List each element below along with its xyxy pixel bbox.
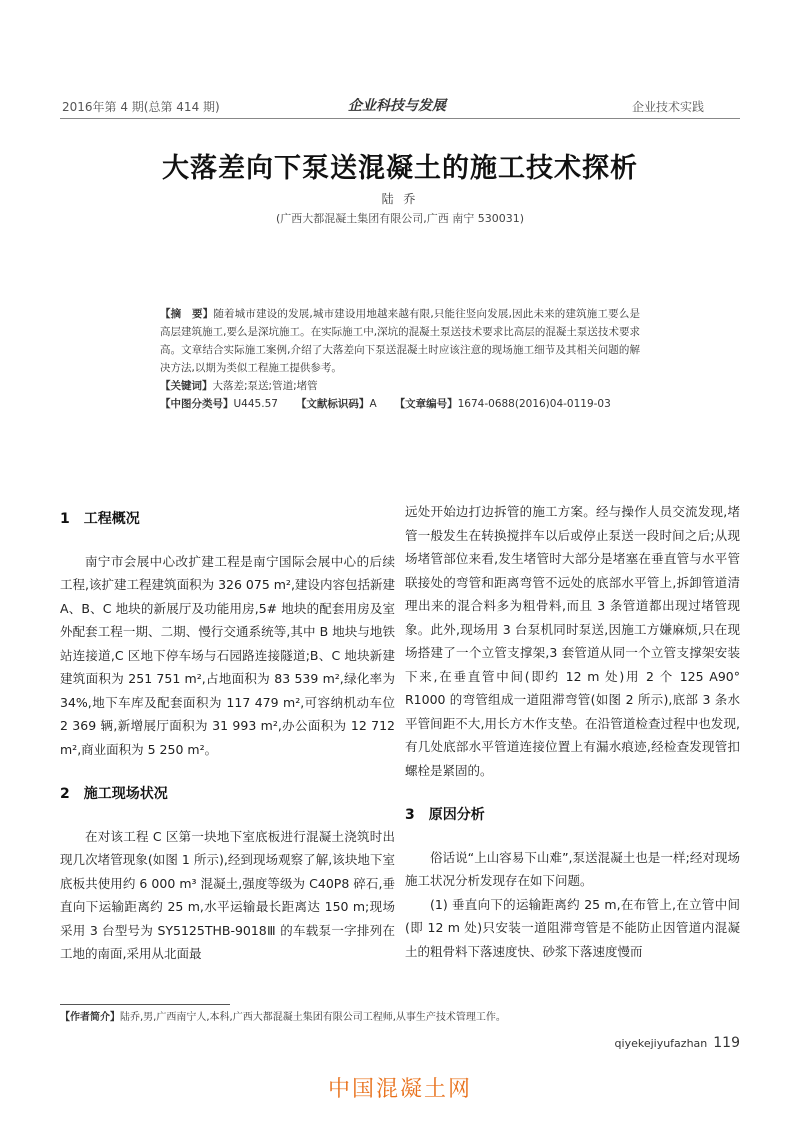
paragraph: 南宁市会展中心改扩建工程是南宁国际会展中心的后续工程,该扩建工程建筑面积为 326 075 m²,建设内容包括新建 A、B、C 地块的新展厅及功能用房,5# 地块的配套用房及室外配套工程一期、二期、慢行交通系统等,其中 B 地块与地铁站连接道,C 区地下停车场与石园路连接隧道;B、C 地块新建建筑面积为 251 751 m²,占地面积为 83 539 m²,绿化率为 34%,地下车库及配套面积为 117 479 m²,可容纳机动车位 2 369 辆,新增展厅面积为 31 993 m²,办公面积为 12 712 m²,商业面积为 5 250 m²。 bbox=[60, 553, 395, 757]
doc-code bbox=[296, 395, 377, 413]
header-divider bbox=[60, 118, 740, 119]
page-number: 119 bbox=[713, 1035, 740, 1051]
abstract-text: 随着城市建设的发展,城市建设用地越来越有限,只能往竖向发展,因此未来的建筑施工要么是高层建筑施工,要么是深坑施工。在实际施工中,深坑的混凝土泵送技术要求比高层的混凝土泵送技术要求高。文章结合实际施工案例,介绍了大落差向下泵送混凝土时应该注意的现场施工细节及其相关问题的解决方法,以期为类似工程施工提供参考。 bbox=[160, 308, 641, 374]
footer-site: qiyekejiyufazhan bbox=[614, 1037, 708, 1050]
watermark: 中国混凝土网 bbox=[327, 1077, 472, 1102]
abstract bbox=[160, 305, 640, 377]
clc-value: U445.57 bbox=[233, 398, 278, 410]
paper-author: 陆 乔 bbox=[381, 192, 419, 206]
abstract-label: 【摘 要】 bbox=[160, 308, 214, 320]
keywords bbox=[160, 377, 640, 395]
page-footer bbox=[615, 1035, 740, 1051]
paragraph: (1) 垂直向下的运输距离约 25 m,在布管上,在立管中间(即 12 m 处)只安装一道阻滞弯管是不能防止因管道内混凝土的粗骨料下落速度快、砂浆下落速度慢而 bbox=[405, 896, 740, 959]
section-heading: 1 工程概况 bbox=[60, 511, 140, 527]
footnote-text: 陆乔,男,广西南宁人,本科,广西大都混凝土集团有限公司工程师,从事生产技术管理工作。 bbox=[120, 1012, 506, 1023]
paragraph: 在对该工程 C 区第一块地下室底板进行混凝土浇筑时出现几次堵管现象(如图 1 所示),经到现场观察了解,该块地下室底板共使用约 6 000 m³ 混凝土,强度等级为 C40P8 碎石,垂直向下运输距离约 25 m,水平运输最长距离达 150 m;现场采用 3 台型号为 SY5125THB-9018Ⅲ 的车载泵一字排列在工地的南面,采用从北面最 bbox=[60, 828, 395, 961]
section-name: 企业技术实践 bbox=[631, 100, 704, 114]
keywords-label: 【关键词】 bbox=[160, 380, 213, 392]
article-label: 【文章编号】 bbox=[394, 398, 458, 410]
journal-issue: 2016年第 4 期(总第 414 期) bbox=[62, 100, 220, 114]
section-heading: 2 施工现场状况 bbox=[60, 786, 168, 802]
doc-value: A bbox=[369, 398, 377, 410]
doc-label: 【文献标识码】 bbox=[295, 398, 370, 410]
abstract-block bbox=[160, 305, 640, 413]
article-value: 1674-0688(2016)04-0119-03 bbox=[457, 398, 611, 410]
article-number bbox=[395, 395, 611, 413]
author-footnote bbox=[60, 1008, 740, 1023]
paper-title: 大落差向下泵送混凝土的施工技术探析 bbox=[162, 153, 638, 184]
classification-line bbox=[160, 395, 640, 413]
footnote-divider bbox=[60, 1004, 230, 1005]
left-column bbox=[60, 500, 395, 966]
clc-label: 【中图分类号】 bbox=[160, 398, 234, 410]
author-affiliation: (广西大都混凝土集团有限公司,广西 南宁 530031) bbox=[275, 212, 525, 225]
paragraph: 俗话说“上山容易下山难”,泵送混凝土也是一样;经对现场施工状况分析发现存在如下问题。 bbox=[405, 849, 740, 888]
journal-name: 企业科技与发展 bbox=[348, 98, 446, 114]
paragraph: 远处开始边打边拆管的施工方案。经与操作人员交流发现,堵管一般发生在转换搅拌车以后或停止泵送一段时间之后;从现场堵管部位来看,发生堵管时大部分是堵塞在垂直管与水平管联接处的弯管和距离弯管不远处的底部水平管上,拆卸管道清理出来的混合料多为粗骨料,而且 3 条管道都出现过堵管现象。此外,现场用 3 台泵机同时泵送,因施工方嫌麻烦,只在现场搭建了一个立管支撑架,3 套管道从同一个立管支撑架安装下来,在垂直管中间(即约 12 m 处)用 2 个 125 A90° R1000 的弯管组成一道阻滞弯管(如图 2 所示),底部 3 条水平管间距不大,用长方木作支垫。在沿管道检查过程中也发现,有几处底部水平管道连接位置上有漏水痕迹,经检查发现管扣螺栓是紧固的。 bbox=[405, 504, 740, 778]
keywords-text: 大落差;泵送;管道;堵管 bbox=[212, 380, 318, 392]
right-column bbox=[405, 500, 740, 963]
section-heading: 3 原因分析 bbox=[405, 807, 485, 823]
clc-number bbox=[160, 395, 278, 413]
footnote-label: 【作者简介】 bbox=[60, 1012, 120, 1023]
